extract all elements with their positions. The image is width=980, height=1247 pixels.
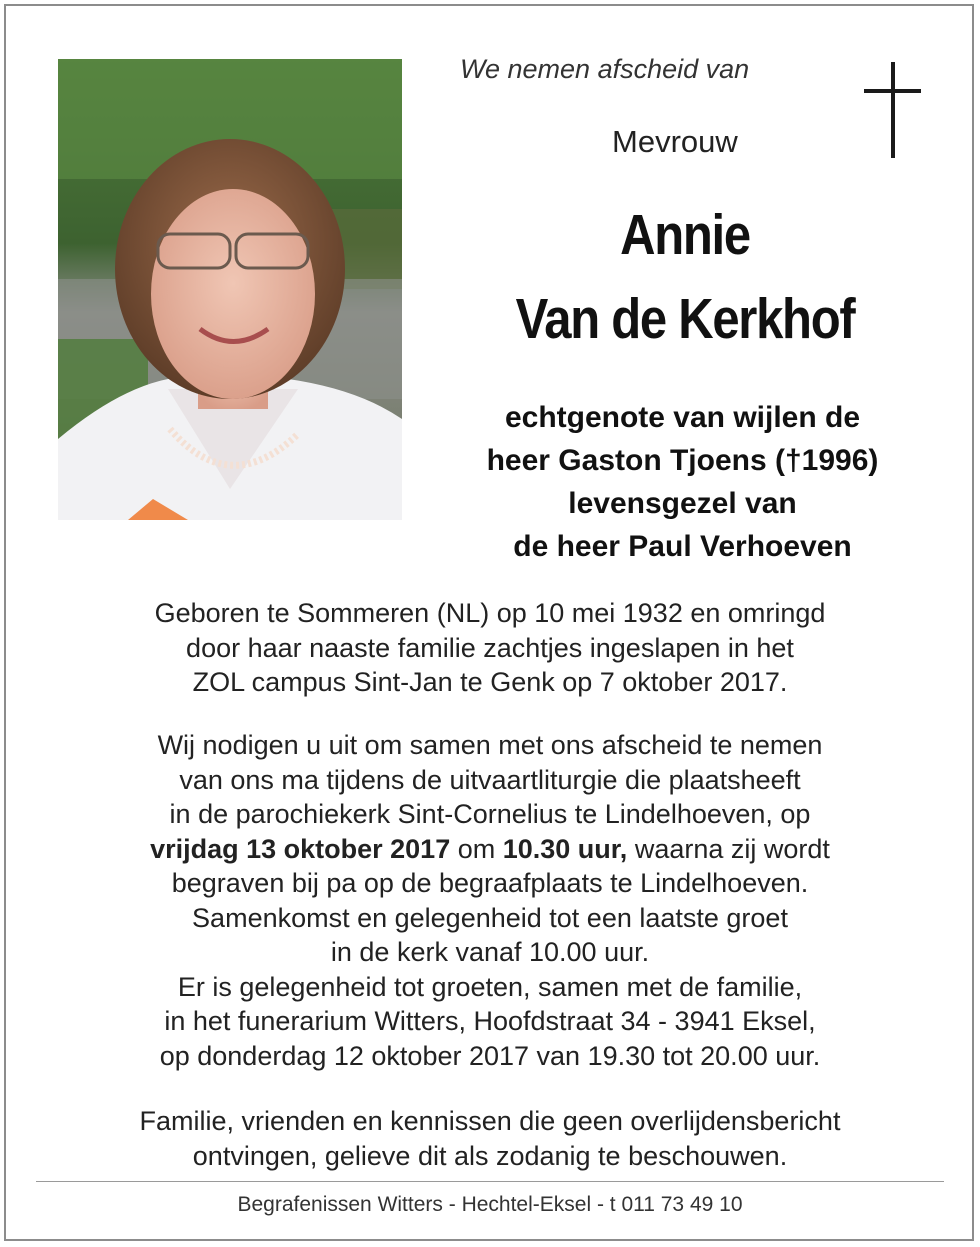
honorific: Mevrouw <box>612 124 738 159</box>
paragraph-line: in het funerarium Witters, Hoofdstraat 34 - 3941 Eksel, <box>164 1006 816 1036</box>
relation-block <box>410 396 955 568</box>
relation-line: echtgenote van wijlen de <box>504 401 861 434</box>
paragraph-line: Wij nodigen u uit om samen met ons afscheid te nemen <box>157 730 823 760</box>
relation-line: heer Gaston Tjoens (†1996) <box>486 444 879 477</box>
intro-text: We nemen afscheid van <box>460 54 750 84</box>
deceased-last-name: Van de Kerkhof <box>515 287 855 351</box>
paragraph-line: door haar naaste familie zachtjes ingeslapen in het <box>186 632 794 663</box>
birth-paragraph <box>60 596 920 700</box>
funeral-time: 10.30 uur, <box>502 833 628 864</box>
relation-line: levensgezel van <box>568 487 797 520</box>
paragraph-line: van ons ma tijdens de uitvaartliturgie die plaatsheeft <box>179 764 801 795</box>
paragraph-line: ZOL campus Sint-Jan te Genk op 7 oktober 2017. <box>192 667 788 697</box>
deceased-first-name: Annie <box>620 203 750 267</box>
paragraph-line: begraven bij pa op de begraafplaats te Lindelhoeven. <box>171 868 809 898</box>
paragraph-line: Geboren te Sommeren (NL) op 10 mei 1932 en omringd <box>154 598 826 628</box>
funeral-date: vrijdag 13 oktober 2017 <box>150 833 451 864</box>
text-om: om <box>450 833 503 864</box>
relation-line: de heer Paul Verhoeven <box>513 530 852 563</box>
funeral-datetime-line <box>60 832 920 867</box>
closing-paragraph <box>60 1104 920 1173</box>
paragraph-line: Samenkomst en gelegenheid tot een laatste groet <box>192 902 788 933</box>
funeral-paragraph <box>60 728 920 1073</box>
paragraph-line: Familie, vrienden en kennissen die geen overlijdensbericht <box>139 1106 841 1136</box>
paragraph-line: in de parochiekerk Sint-Cornelius te Lindelhoeven, op <box>169 799 811 829</box>
cross-icon <box>864 62 921 158</box>
footer-divider <box>36 1181 944 1182</box>
paragraph-line: ontvingen, gelieve dit als zodanig te beschouwen. <box>192 1140 788 1171</box>
funeral-home-footer: Begrafenissen Witters - Hechtel-Eksel - t 011 73 49 10 <box>237 1193 743 1216</box>
paragraph-line: op donderdag 12 oktober 2017 van 19.30 tot 20.00 uur. <box>159 1040 821 1071</box>
text-after-time: waarna zij wordt <box>627 833 830 864</box>
paragraph-line: Er is gelegenheid tot groeten, samen met de familie, <box>177 971 803 1002</box>
paragraph-line: in de kerk vanaf 10.00 uur. <box>330 937 650 967</box>
portrait-photo <box>58 59 402 520</box>
